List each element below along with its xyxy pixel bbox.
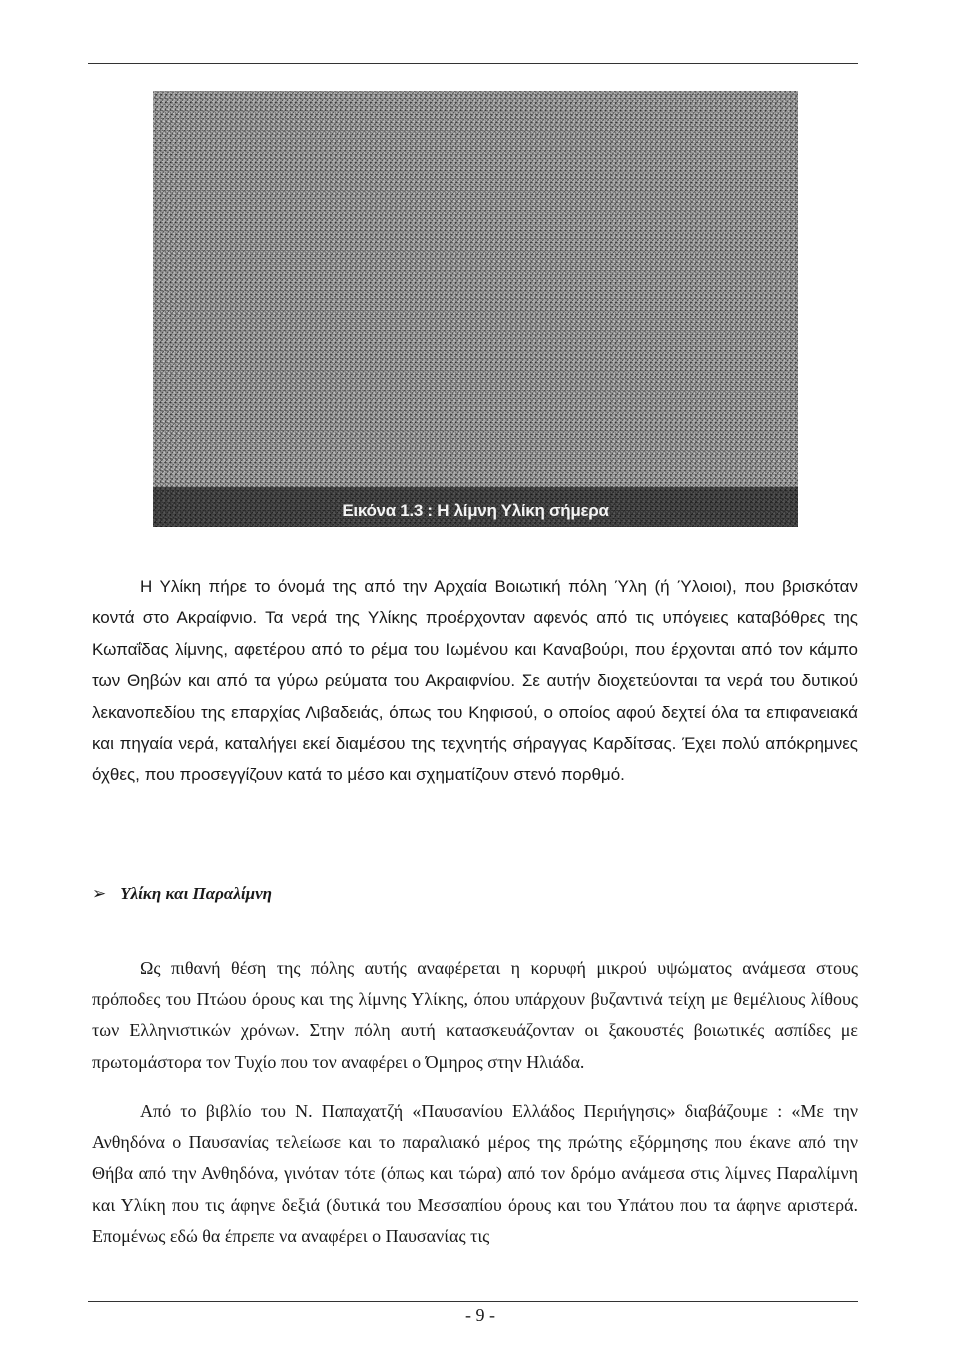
- paragraph-2: Ως πιθανή θέση της πόλης αυτής αναφέρεται η κορυφή μικρού υψώματος ανάμεσα στους πρόποδες του Πτώου όρους και της λίμνης Υλίκης, όπου υπάρχουν βυζαντινά τείχη με θεμέλιους λίθους των Ελληνιστικών χρόνων. Στην πόλη αυτή κατασκευάζονταν οι ξακουστές βοιωτικές ασπίδες με πρωτομάστορα τον Τυχίο που τον αναφέρει ο Όμηρος στην Ηλιάδα.: [92, 958, 858, 1072]
- page-number: - 9 -: [465, 1305, 495, 1325]
- section-heading: [92, 884, 272, 904]
- paragraph-3: Από το βιβλίο του Ν. Παπαχατζή «Παυσανίου Ελλάδος Περιήγησις» διαβάζουμε : «Με την Ανθηδόνα ο Παυσανίας τελείωσε και το παραλιακό μέρος της πρώτης εξόρμησης που έκανε από την Θήβα από την Ανθηδόνα, γινόταν τότε (όπως και τώρα) από τον δρόμο ανάμεσα στις λίμνες Παραλίμνη και Υλίκη που τις άφηνε δεξιά (δυτικά του Μεσσαπίου όρους και του Υπάτου που τα άφηνε αριστερά. Επομένως εδώ θα έπρεπε να αναφέρει ο Παυσανίας τις: [92, 1101, 858, 1246]
- footer-rule: [88, 1301, 858, 1302]
- section-title: Υλίκη και Παραλίμνη: [120, 884, 272, 903]
- paragraph-1: Η Υλίκη πήρε το όνομά της από την Αρχαία Βοιωτική πόλη Ύλη (ή Ύλοιοι), που βρισκόταν κοντά στο Ακραίφνιο. Τα νερά της Υλίκης προέρχονταν αφενός από τις υπόγειες καταβόθρες της Κωπαΐδας λίμνης, αφετέρου από το ρέμα του Ιωμένου και Καναβούρι, που έρχονται από τον κάμπο των Θηβών και από τα γύρω ρεύματα του Ακραιφνίου. Σε αυτήν διοχετεύονται τα νερά του δυτικού λεκανοπεδίου της επαρχίας Λιβαδειάς, όπως του Κηφισού, ο οποίος αφού δεχτεί όλα τα επιφανειακά και πηγαία νερά, καταλήγει εκεί διαμέσου της τεχνητής σήραγγας Καρδίτσας. Έχει πολύ απόκρημνες όχθες, που προσεγγίζουν κατά το μέσο και σχηματίζουν στενό πορθμό.: [92, 577, 858, 785]
- lake-photo: [153, 91, 798, 527]
- arrow-bullet-icon: ➢: [92, 884, 107, 903]
- figure-caption: Εικόνα 1.3 : Η λίμνη Υλίκη σήμερα: [342, 501, 609, 520]
- header-rule: [88, 63, 858, 64]
